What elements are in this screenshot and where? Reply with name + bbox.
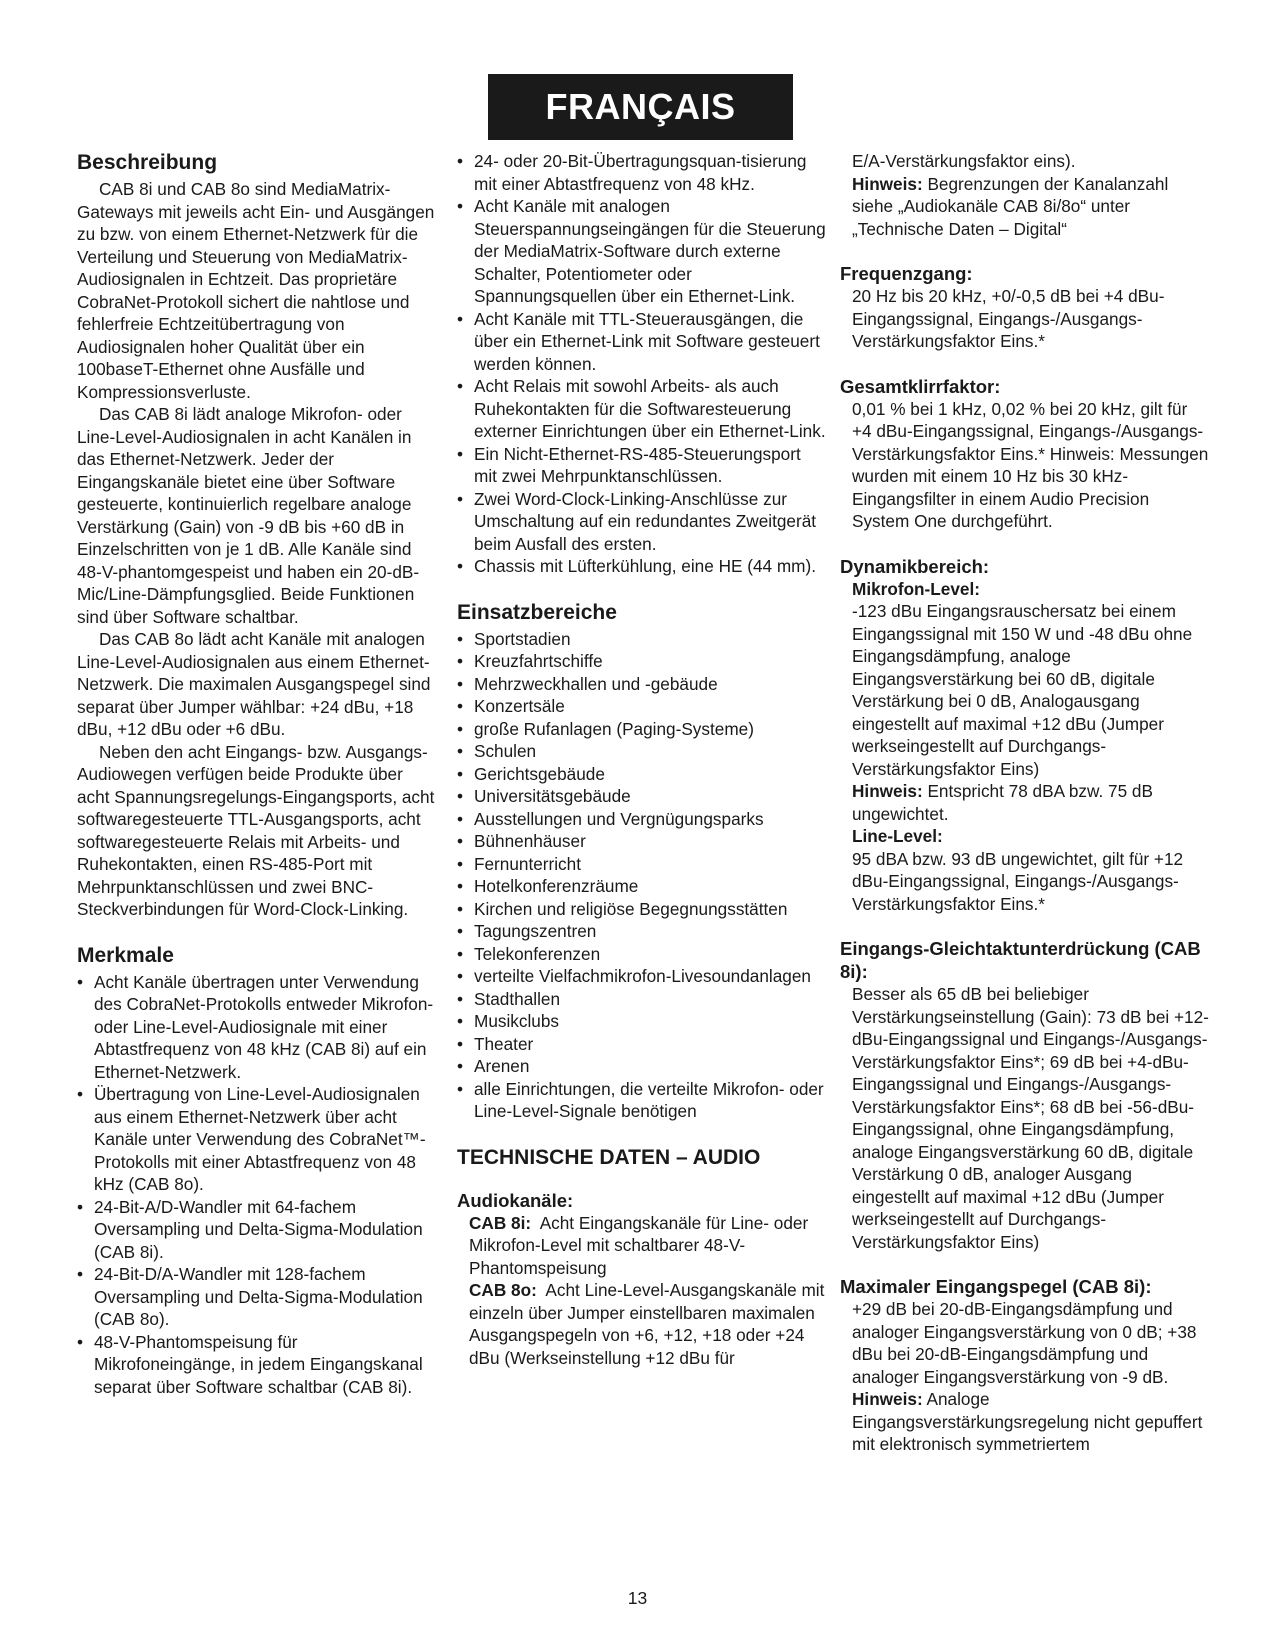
spec-text: Besser als 65 dB bei beliebiger Verstärkungseinstellung (Gain): 73 dB bei +12-dBu-Eingangssignal und Eingangs-/Ausgangs-Verstärkungsfaktor Eins*; 69 dB bei +4-dBu-Eingangssignal und Eingangs-/Ausgangs-Verstärkungsfaktor Eins*; 68 dB bei -56-dBu-Eingangssignal, ohne Eingangsdämpfung, analoge Eingangsverstärkung 60 dB, digitale Verstärkung 0 dB, analoger Ausgang eingestellt auf maximal +12 dBu (Jumper werkseingestellt auf Durchgangs-Verstärkungsfaktor Eins) [852, 984, 1209, 1252]
paragraph: Das CAB 8i lädt analoge Mikrofon- oder Line-Level-Audiosignalen in acht Kanälen in das Ethernet-Netzwerk. Jeder der Eingangskanäle bietet eine über Software gesteuerte, kontinuierlich regelbare analoge Verstärkung (Gain) von -9 dB bis +60 dB in Einzelschritten von je 1 dB. Alle Kanäle sind 48-V-phantomgespeist und haben ein 20-dB-Mic/Line-Dämpfungsglied. Beide Funktionen sind über Software schaltbar. [77, 404, 420, 627]
spec-text: 20 Hz bis 20 kHz, +0/-0,5 dB bei +4 dBu-Eingangssignal, Eingangs-/Ausgangs-Verstärkungsfaktor Eins.* [852, 286, 1165, 351]
list-item: • Zwei Word-Clock-Linking-Anschlüsse zur Umschaltung auf ein redundantes Zweitgerät beim Ausfall des ersten. [457, 488, 827, 556]
list-item: • 24-Bit-A/D-Wandler mit 64-fachem Oversampling und Delta-Sigma-Modulation (CAB 8i). [77, 1196, 437, 1264]
spec-note [840, 173, 1210, 241]
list-item: • Kreuzfahrtschiffe [457, 650, 827, 673]
paragraph: CAB 8i und CAB 8o sind MediaMatrix-Gateways mit jeweils acht Ein- und Ausgängen zu bzw. von einem Ethernet-Netzwerk für die Verteilung und Steuerung von MediaMatrix-Audiosignalen in Echtzeit. Das proprietäre CobraNet-Protokoll sichert die nahtlose und fehlerfreie Echtzeitübertragung von Audiosignalen hoher Qualität über ein 100baseT-Ethernet ohne Ausfälle und Kompressionsverluste. [77, 179, 435, 402]
spec-label: CAB 8o: [469, 1280, 537, 1300]
list-item: • Schulen [457, 740, 827, 763]
list-item: • Arenen [457, 1055, 827, 1078]
note-label: Hinweis: [852, 781, 923, 801]
section-title-merkmale: Merkmale [77, 943, 174, 967]
spec-title-klirrfaktor: Gesamtklirrfaktor: [840, 375, 1001, 397]
list-item: • 24-Bit-D/A-Wandler mit 128-fachem Oversampling und Delta-Sigma-Modulation (CAB 8o). [77, 1263, 437, 1331]
list-item: • Chassis mit Lüfterkühlung, eine HE (44 mm). [457, 555, 827, 578]
section-title-beschreibung: Beschreibung [77, 151, 218, 174]
spec-title-cmrr: Eingangs-Gleichtaktunterdrückung (CAB 8i): [840, 938, 1201, 982]
list-item: • Hotelkonferenzräume [457, 875, 827, 898]
spec-text: -123 dBu Eingangsrauschersatz bei einem Eingangssignal mit 150 W und -48 dBu ohne Eingangsdämpfung, analoge Eingangsverstärkung bei 60 dB, digitale Verstärkung bei 0 dB, Analogausgang eingestellt auf maximal +12 dBu (Jumper werkseingestellt auf Durchgangs-Verstärkungsfaktor Eins) [852, 601, 1193, 779]
list-item: • große Rufanlagen (Paging-Systeme) [457, 718, 827, 741]
spec-sublabel [840, 578, 1210, 601]
list-item: • verteilte Vielfachmikrofon-Livesoundanlagen [457, 965, 827, 988]
spec-title-frequenzgang: Frequenzgang: [840, 263, 973, 284]
list-item: • Tagungszentren [457, 920, 827, 943]
spec-sublabel [840, 825, 1210, 848]
paragraph: Neben den acht Eingangs- bzw. Ausgangs-Audiowegen verfügen beide Produkte über acht Spannungsregelungs-Eingangsports, acht softwaregesteuerte TTL-Ausgangsports, acht softwaregesteuerte Relais mit Arbeits- und Ruhekontakten, einen RS-485-Port mit Mehrpunktanschlüssen und zwei BNC-Steckverbindungen für Word-Clock-Linking. [77, 741, 435, 919]
list-item: • Fernunterricht [457, 853, 827, 876]
column-3 [840, 150, 1210, 1456]
note-text: Begrenzungen der Kanalanzahl siehe „Audiokanäle CAB 8i/8o“ unter „Technische Daten – Digital“ [852, 173, 1169, 239]
list-item: • Ausstellungen und Vergnügungsparks [457, 808, 827, 831]
list-item: • Acht Kanäle mit TTL-Steuerausgängen, die über ein Ethernet-Link mit Software gesteuert werden können. [457, 308, 827, 376]
section-title-tech-audio: TECHNISCHE DATEN – AUDIO [457, 1145, 761, 1169]
feature-list-continued [457, 150, 827, 578]
list-item: • Übertragung von Line-Level-Audiosignalen aus einem Ethernet-Netzwerk über acht Kanäle unter Verwendung des CobraNet™-Protokolls mit einer Abtastfrequenz von 48 kHz (CAB 8o). [77, 1083, 437, 1196]
spec-label: CAB 8i: [469, 1212, 532, 1233]
spec-note [840, 780, 1210, 825]
spec-title-max-input: Maximaler Eingangspegel (CAB 8i): [840, 1276, 1152, 1297]
list-item: • Acht Relais mit sowohl Arbeits- als auch Ruhekontakten für die Softwaresteuerung externer Einrichtungen über ein Ethernet-Link. [457, 375, 827, 443]
spec-text: Acht Line-Level-Ausgangskanäle mit einzeln über Jumper einstellbaren maximalen Ausgangspegeln von +6, +12, +18 oder +24 dBu (Werkseinstellung +12 dBu für [469, 1280, 825, 1368]
list-item: • Telekonferenzen [457, 943, 827, 966]
note-label: Hinweis: [852, 1389, 923, 1409]
list-item: • Acht Kanäle übertragen unter Verwendung des CobraNet-Protokolls entweder Mikrofon- oder Line-Level-Audiosignale mit einer Abtastfrequenz von 48 kHz (CAB 8i) auf ein Ethernet-Netzwerk. [77, 971, 437, 1084]
language-banner: FRANÇAIS [488, 74, 793, 140]
list-item: • 24- oder 20-Bit-Übertragungsquan-tisierung mit einer Abtastfrequenz von 48 kHz. [457, 150, 827, 195]
spec-cab8o [457, 1279, 827, 1369]
list-item: • Konzertsäle [457, 695, 827, 718]
column-2 [457, 150, 827, 1369]
list-item: • Ein Nicht-Ethernet-RS-485-Steuerungsport mit zwei Mehrpunktanschlüssen. [457, 443, 827, 488]
spec-title-audiokanaele: Audiokanäle: [457, 1189, 574, 1211]
spec-text: 0,01 % bei 1 kHz, 0,02 % bei 20 kHz, gilt für +4 dBu-Eingangssignal, Eingangs-/Ausgangs-Verstärkungsfaktor Eins.* Hinweis: Messungen wurden mit einem 10 Hz bis 30 kHz-Eingangsfilter in einem Audio Precision System One durchgeführt. [852, 398, 1209, 531]
spec-note [840, 1388, 1210, 1456]
list-item: • Acht Kanäle mit analogen Steuerspannungseingängen für die Steuerung der MediaMatrix-Software durch externe Schalter, Potentiometer oder Spannungsquellen über ein Ethernet-Link. [457, 195, 827, 308]
section-title-einsatzbereiche: Einsatzbereiche [457, 600, 617, 624]
sublabel-line: Line-Level: [852, 826, 943, 846]
column-1 [77, 150, 437, 1398]
list-item: • alle Einrichtungen, die verteilte Mikrofon- oder Line-Level-Signale benötigen [457, 1078, 827, 1123]
list-item: • Universitätsgebäude [457, 785, 827, 808]
spec-continued: E/A-Verstärkungsfaktor eins). [852, 151, 1076, 171]
page-number: 13 [627, 1588, 648, 1608]
list-item: • Musikclubs [457, 1010, 827, 1033]
list-item: • Theater [457, 1033, 827, 1056]
sublabel-mic: Mikrofon-Level: [852, 578, 980, 599]
note-label: Hinweis: [852, 173, 923, 194]
note-text: Analoge Eingangsverstärkungsregelung nicht gepuffert mit elektronisch symmetriertem [852, 1389, 1203, 1454]
paragraph: Das CAB 8o lädt acht Kanäle mit analogen Line-Level-Audiosignalen aus einem Ethernet-Netzwerk. Die maximalen Ausgangspegel sind separat über Jumper wählbar: +24 dBu, +18 dBu, +12 dBu oder +6 dBu. [77, 629, 431, 739]
spec-text: Acht Eingangskanäle für Line- oder Mikrofon-Level mit schaltbarer 48-V-Phantomspeisung [469, 1212, 809, 1278]
list-item: • Bühnenhäuser [457, 830, 827, 853]
list-item: • Mehrzweckhallen und -gebäude [457, 673, 827, 696]
spec-text: +29 dB bei 20-dB-Eingangsdämpfung und analoger Eingangsverstärkung von 0 dB; +38 dBu bei 20-dB-Eingangsdämpfung und analoger Eingangsverstärkung von -9 dB. [852, 1299, 1197, 1387]
list-item: • 48-V-Phantomspeisung für Mikrofoneingänge, in jedem Eingangskanal separat über Software schaltbar (CAB 8i). [77, 1331, 437, 1399]
spec-title-dynamikbereich: Dynamikbereich: [840, 555, 990, 577]
list-item: • Kirchen und religiöse Begegnungsstätten [457, 898, 827, 921]
feature-list [77, 971, 437, 1399]
spec-cab8i [457, 1212, 827, 1280]
note-text: Entspricht 78 dBA bzw. 75 dB ungewichtet. [852, 781, 1153, 824]
spec-text: 95 dBA bzw. 93 dB ungewichtet, gilt für +12 dBu-Eingangssignal, Eingangs-/Ausgangs-Verstärkungsfaktor Eins.* [852, 848, 1184, 914]
application-list [457, 628, 827, 1123]
list-item: • Gerichtsgebäude [457, 763, 827, 786]
list-item: • Sportstadien [457, 628, 827, 651]
list-item: • Stadthallen [457, 988, 827, 1011]
